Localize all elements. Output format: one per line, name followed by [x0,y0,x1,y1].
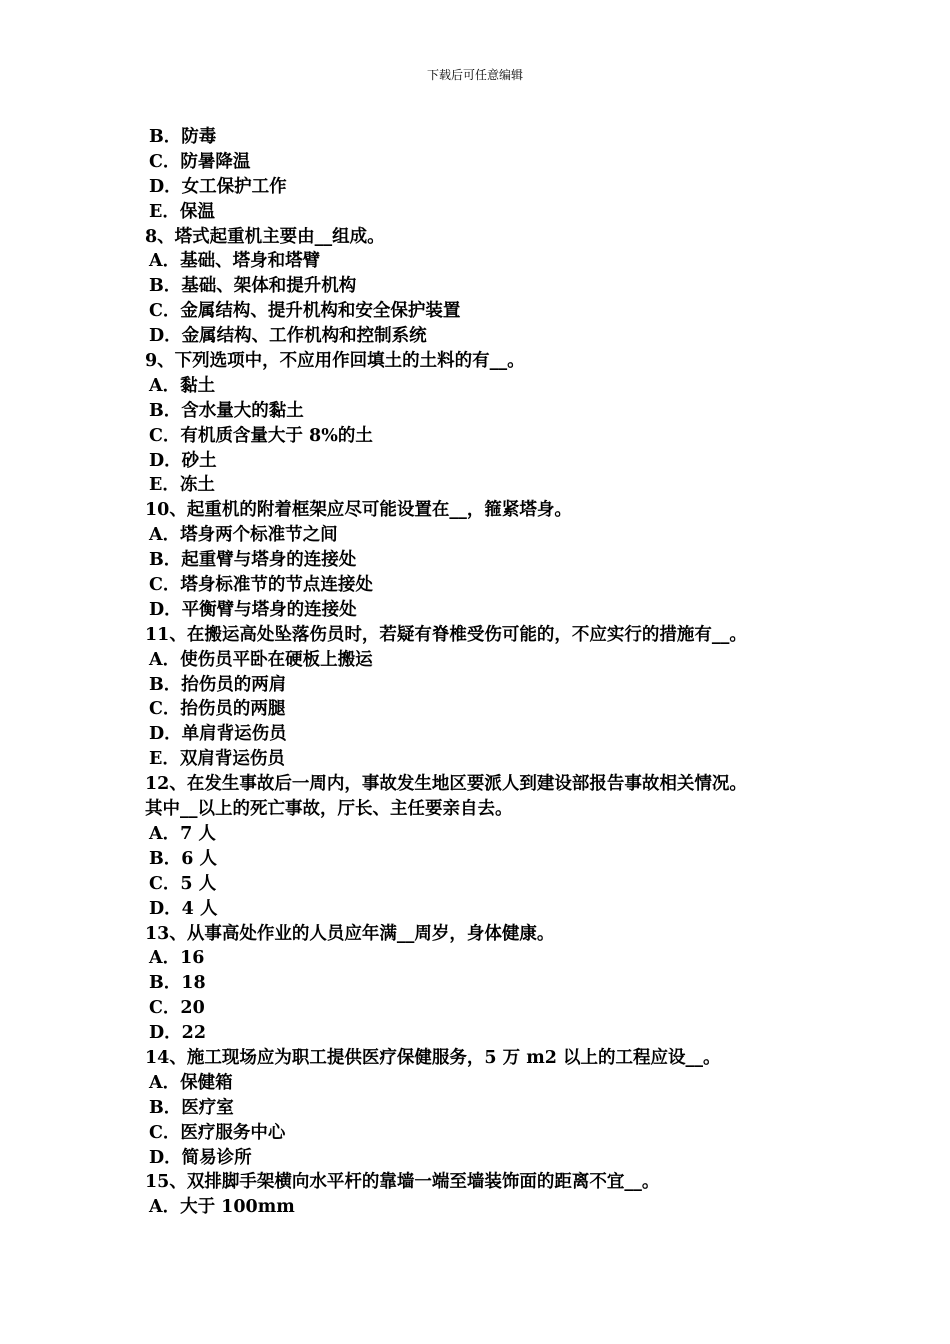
answer-option: B．6 人 [149,848,218,869]
answer-option: E．双肩背运伤员 [149,749,285,770]
page-header: 下载后可任意编辑 [426,68,523,82]
answer-option: B．基础、架体和提升机构 [149,276,357,297]
answer-option: A．保健箱 [149,1072,233,1093]
answer-option: B．医疗室 [149,1097,234,1118]
answer-option: B．18 [149,973,206,994]
answer-option: C．5 人 [149,873,217,894]
answer-option: D．22 [149,1023,207,1044]
question-text: 13、从事高处作业的人员应年满__周岁，身体健康。 [145,923,555,944]
answer-option: A．使伤员平卧在硬板上搬运 [149,649,373,670]
answer-option: C．防暑降温 [149,151,251,172]
answer-option: B．防毒 [149,127,217,147]
answer-option: C．塔身标准节的节点连接处 [149,575,373,596]
answer-option: A．7 人 [149,823,216,844]
answer-option: B．起重臂与塔身的连接处 [149,550,357,571]
question-text: 8、塔式起重机主要由__组成。 [145,226,385,247]
answer-option: C．抬伤员的两腿 [149,699,286,720]
answer-option: B．抬伤员的两肩 [149,674,287,695]
answer-option: C．医疗服务中心 [149,1122,286,1143]
answer-option: D．简易诊所 [149,1147,252,1168]
answer-option: D．金属结构、工作机构和控制系统 [149,326,427,347]
answer-option: A．大于 100mm [149,1197,295,1218]
answer-option: A．16 [149,948,205,969]
question-text: 12、在发生事故后一周内，事故发生地区要派人到建设部报告事故相关情况。 [145,774,747,795]
answer-option: D．女工保护工作 [149,176,287,197]
document-body [145,125,825,1220]
answer-option: A．塔身两个标准节之间 [149,525,338,546]
question-text: 10、起重机的附着框架应尽可能设置在__，箍紧塔身。 [145,500,572,521]
answer-option: C．有机质含量大于 8%的土 [149,425,373,446]
answer-option: D．单肩背运伤员 [149,724,287,745]
answer-option: C．金属结构、提升机构和安全保护装置 [149,301,461,322]
question-text: 14、施工现场应为职工提供医疗保健服务，5 万 m2 以上的工程应设__。 [145,1047,721,1068]
question-text: 9、下列选项中，不应用作回填土的土料的有__。 [145,351,525,372]
question-text: 15、双排脚手架横向水平杆的靠墙一端至墙装饰面的距离不宜__。 [145,1172,660,1193]
answer-option: A．基础、塔身和塔臂 [149,251,321,272]
answer-option: D．砂土 [149,450,217,471]
answer-option: C．20 [149,998,205,1019]
answer-option: E．保温 [149,201,215,222]
answer-option: E．冻土 [149,475,215,496]
answer-option: B．含水量大的黏土 [149,400,304,421]
answer-option: A．黏土 [149,375,216,396]
question-text: 其中__以上的死亡事故，厅长、主任要亲自去。 [145,799,513,820]
answer-option: D．4 人 [149,898,218,919]
question-text: 11、在搬运高处坠落伤员时，若疑有脊椎受伤可能的，不应实行的措施有__。 [145,624,747,645]
answer-option: D．平衡臂与塔身的连接处 [149,599,357,620]
